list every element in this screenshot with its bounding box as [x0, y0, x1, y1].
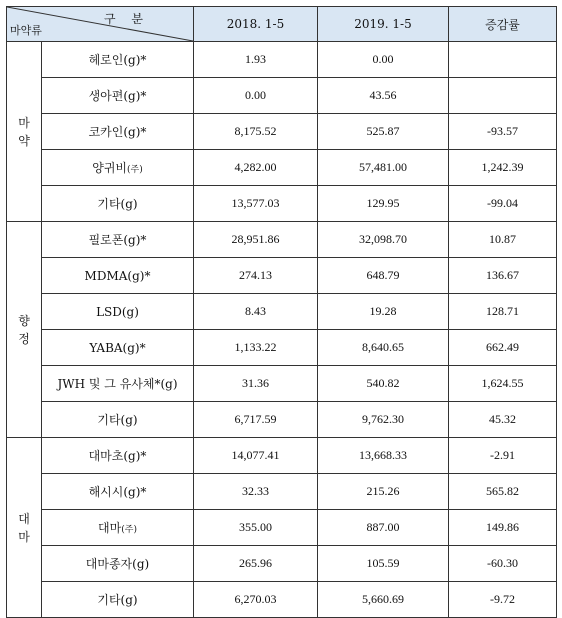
value-2019-cell: 215.26: [318, 474, 449, 510]
value-2018-cell: 1,133.22: [194, 330, 318, 366]
value-2019-cell: 0.00: [318, 42, 449, 78]
table-row: [7, 510, 557, 546]
value-2019-cell: 887.00: [318, 510, 449, 546]
change-rate-cell: 45.32: [449, 402, 557, 438]
item-cell: [42, 582, 194, 618]
value-2019-cell: 5,660.69: [318, 582, 449, 618]
item-label: LSD(g): [96, 304, 139, 319]
item-cell: [42, 294, 194, 330]
item-cell: [42, 222, 194, 258]
change-rate-cell: -99.04: [449, 186, 557, 222]
value-2018-cell: 31.36: [194, 366, 318, 402]
value-2018-cell: 0.00: [194, 78, 318, 114]
header-row: [7, 7, 557, 42]
category-label-char: 마: [18, 115, 30, 130]
item-label: JWH 및 그 유사체*(g): [57, 377, 178, 391]
value-2018-cell: 8.43: [194, 294, 318, 330]
table-row: [7, 330, 557, 366]
table-row: [7, 294, 557, 330]
value-2019-cell: 32,098.70: [318, 222, 449, 258]
category-label-char: 정: [18, 331, 30, 346]
change-rate-cell: -9.72: [449, 582, 557, 618]
item-note-mark: (주): [121, 525, 137, 535]
value-2018-cell: 13,577.03: [194, 186, 318, 222]
table-body: [7, 42, 557, 618]
table-row: [7, 150, 557, 186]
value-2019-cell: 13,668.33: [318, 438, 449, 474]
item-cell: [42, 330, 194, 366]
value-2019-cell: 540.82: [318, 366, 449, 402]
drug-seizure-table: [6, 6, 557, 618]
table-row: [7, 474, 557, 510]
item-label: 헤로인(g)*: [88, 53, 147, 67]
table-row: [7, 78, 557, 114]
corner-label-division: 구 분: [104, 12, 149, 26]
item-cell: [42, 546, 194, 582]
value-2018-cell: 1.93: [194, 42, 318, 78]
item-cell: [42, 186, 194, 222]
item-label: 해시시(g)*: [88, 485, 147, 499]
item-cell: [42, 366, 194, 402]
item-label: 기타(g): [97, 593, 138, 607]
table-row: [7, 546, 557, 582]
change-rate-cell: [449, 78, 557, 114]
value-2018-cell: 28,951.86: [194, 222, 318, 258]
value-2018-cell: 355.00: [194, 510, 318, 546]
table-row: [7, 438, 557, 474]
value-2018-cell: 6,717.59: [194, 402, 318, 438]
value-2018-cell: 14,077.41: [194, 438, 318, 474]
corner-header-cell: [7, 7, 194, 42]
change-rate-cell: 128.71: [449, 294, 557, 330]
table-row: [7, 366, 557, 402]
change-rate-cell: 149.86: [449, 510, 557, 546]
item-label: 양귀비: [92, 161, 128, 175]
value-2018-cell: 6,270.03: [194, 582, 318, 618]
change-rate-cell: 136.67: [449, 258, 557, 294]
item-cell: [42, 474, 194, 510]
item-label: 대마초(g)*: [88, 449, 147, 463]
table-row: [7, 402, 557, 438]
item-note-mark: (주): [127, 165, 143, 175]
item-cell: [42, 150, 194, 186]
category-cell: [7, 222, 42, 438]
value-2019-cell: 19.28: [318, 294, 449, 330]
change-rate-cell: -60.30: [449, 546, 557, 582]
category-cell: [7, 438, 42, 618]
change-rate-cell: 662.49: [449, 330, 557, 366]
item-cell: [42, 42, 194, 78]
item-cell: [42, 114, 194, 150]
category-label-char: 향: [18, 313, 30, 328]
table-row: [7, 258, 557, 294]
change-rate-cell: -93.57: [449, 114, 557, 150]
change-rate-cell: 1,624.55: [449, 366, 557, 402]
value-2018-cell: 32.33: [194, 474, 318, 510]
item-cell: [42, 258, 194, 294]
value-2019-cell: 57,481.00: [318, 150, 449, 186]
value-2018-cell: 265.96: [194, 546, 318, 582]
value-2019-cell: 105.59: [318, 546, 449, 582]
category-label-char: 대: [18, 511, 30, 526]
item-label: 기타(g): [97, 197, 138, 211]
item-cell: [42, 510, 194, 546]
item-label: 대마: [98, 521, 122, 535]
category-label-char: 마: [18, 529, 30, 544]
value-2019-cell: 648.79: [318, 258, 449, 294]
corner-label-drug-type: 마약류: [10, 24, 42, 37]
value-2018-cell: 8,175.52: [194, 114, 318, 150]
table-row: [7, 186, 557, 222]
category-label-char: 약: [18, 133, 30, 148]
item-label: 대마종자(g): [85, 557, 150, 571]
item-cell: [42, 438, 194, 474]
item-label: 코카인(g)*: [88, 125, 147, 139]
value-2019-cell: 8,640.65: [318, 330, 449, 366]
item-label: 생아편(g)*: [88, 89, 147, 103]
category-cell: [7, 42, 42, 222]
value-2019-cell: 525.87: [318, 114, 449, 150]
item-cell: [42, 78, 194, 114]
value-2019-cell: 43.56: [318, 78, 449, 114]
value-2018-cell: 274.13: [194, 258, 318, 294]
item-label: 기타(g): [97, 413, 138, 427]
table-row: [7, 222, 557, 258]
change-rate-cell: -2.91: [449, 438, 557, 474]
value-2019-cell: 9,762.30: [318, 402, 449, 438]
change-rate-cell: [449, 42, 557, 78]
change-rate-cell: 1,242.39: [449, 150, 557, 186]
value-2019-cell: 129.95: [318, 186, 449, 222]
item-label: MDMA(g)*: [84, 268, 151, 283]
item-cell: [42, 402, 194, 438]
column-header-2018: 2018. 1-5: [194, 7, 318, 42]
value-2018-cell: 4,282.00: [194, 150, 318, 186]
item-label: 필로폰(g)*: [88, 233, 147, 247]
change-rate-cell: 565.82: [449, 474, 557, 510]
item-label: YABA(g)*: [89, 340, 146, 355]
change-rate-cell: 10.87: [449, 222, 557, 258]
column-header-2019: 2019. 1-5: [318, 7, 449, 42]
table-row: [7, 42, 557, 78]
table-row: [7, 114, 557, 150]
table-row: [7, 582, 557, 618]
column-header-change-rate: 증감률: [449, 7, 557, 42]
